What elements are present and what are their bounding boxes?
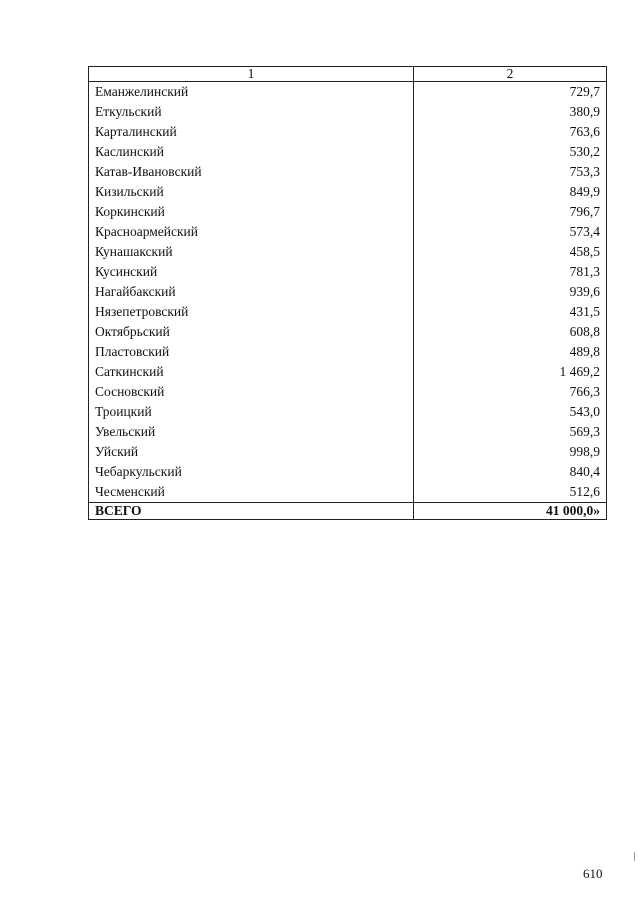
total-label: ВСЕГО [89,503,414,520]
district-value: 569,3 [414,422,607,442]
district-value: 753,3 [414,162,607,182]
district-name: Кизильский [89,182,414,202]
margin-mark [634,852,635,861]
district-name: Нагайбакский [89,282,414,302]
table-row [89,382,607,402]
page-number: 610 [583,866,603,881]
table-row [89,462,607,482]
district-name: Чебаркульский [89,462,414,482]
district-value: 608,8 [414,322,607,342]
district-value: 431,5 [414,302,607,322]
district-name: Еткульский [89,102,414,122]
table-row [89,242,607,262]
table-row [89,102,607,122]
district-value: 489,8 [414,342,607,362]
district-name: Чесменский [89,482,414,503]
table-row [89,302,607,322]
table-row [89,122,607,142]
table-row [89,182,607,202]
table-row [89,322,607,342]
district-value: 796,7 [414,202,607,222]
district-name: Еманжелинский [89,82,414,103]
district-value: 729,7 [414,82,607,103]
district-name: Уйский [89,442,414,462]
district-value: 998,9 [414,442,607,462]
district-value: 766,3 [414,382,607,402]
district-name: Увельский [89,422,414,442]
table-row [89,282,607,302]
table-row [89,422,607,442]
district-name: Нязепетровский [89,302,414,322]
table-row [89,162,607,182]
table-row [89,482,607,503]
total-row [89,503,607,520]
district-name: Саткинский [89,362,414,382]
district-name: Кунашакский [89,242,414,262]
header-row [89,67,607,82]
district-value: 849,9 [414,182,607,202]
district-name: Карталинский [89,122,414,142]
district-name: Красноармейский [89,222,414,242]
district-name: Катав-Ивановский [89,162,414,182]
district-value: 512,6 [414,482,607,503]
district-name: Сосновский [89,382,414,402]
district-value: 543,0 [414,402,607,422]
allocation-table [88,66,607,520]
district-value: 573,4 [414,222,607,242]
district-value: 763,6 [414,122,607,142]
district-name: Кусинский [89,262,414,282]
district-value: 939,6 [414,282,607,302]
table-row [89,402,607,422]
district-value: 458,5 [414,242,607,262]
district-value: 781,3 [414,262,607,282]
district-name: Пластовский [89,342,414,362]
column-header-1: 1 [89,67,414,82]
district-value: 1 469,2 [414,362,607,382]
district-name: Коркинский [89,202,414,222]
district-name: Троицкий [89,402,414,422]
district-value: 380,9 [414,102,607,122]
table-row [89,82,607,103]
district-value: 840,4 [414,462,607,482]
district-value: 530,2 [414,142,607,162]
column-header-2: 2 [414,67,607,82]
table-row [89,262,607,282]
table-row [89,222,607,242]
table-row [89,342,607,362]
district-name: Октябрьский [89,322,414,342]
table-row [89,362,607,382]
table-row [89,442,607,462]
table-row [89,142,607,162]
total-value: 41 000,0» [414,503,607,520]
district-name: Каслинский [89,142,414,162]
table-row [89,202,607,222]
